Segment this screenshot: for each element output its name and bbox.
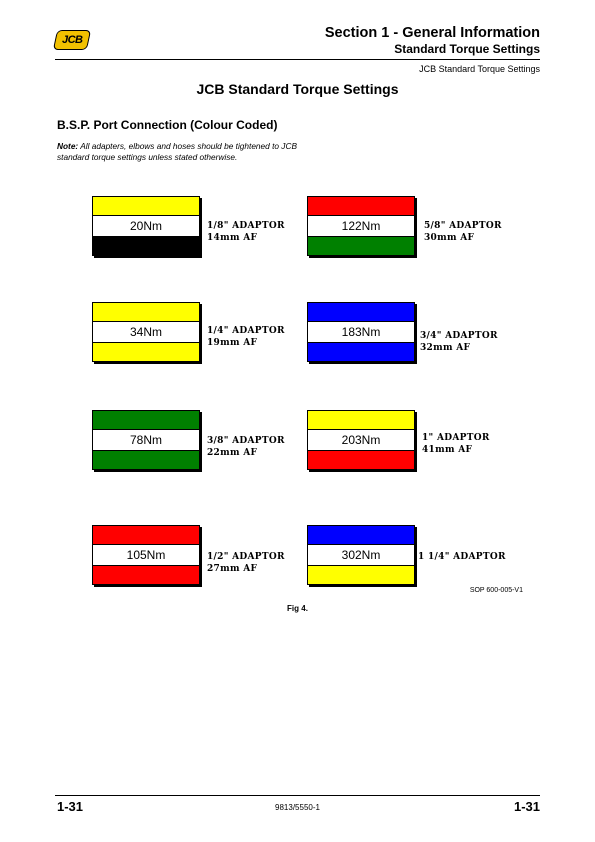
torque-value: 34Nm: [93, 321, 199, 343]
torque-value: 122Nm: [308, 215, 414, 237]
torque-value: 20Nm: [93, 215, 199, 237]
sub-heading: B.S.P. Port Connection (Colour Coded): [57, 118, 278, 132]
colour-band-top: [308, 197, 414, 215]
adaptor-size: 1/2" ADAPTOR: [207, 552, 285, 562]
note-label: Note:: [57, 141, 79, 151]
torque-swatch-1-8: [92, 196, 200, 256]
adaptor-label: [418, 551, 518, 563]
adaptor-size: 1/4" ADAPTOR: [207, 326, 285, 336]
adaptor-label: [207, 435, 307, 459]
page-number-right: 1-31: [513, 799, 540, 814]
section-subtitle: Standard Torque Settings: [394, 42, 540, 56]
adaptor-label: [420, 330, 520, 354]
torque-swatch-3-8: [92, 410, 200, 470]
colour-band-top: [93, 303, 199, 321]
colour-band-bottom: [308, 566, 414, 584]
colour-band-bottom: [93, 343, 199, 361]
torque-swatch-5-8: [307, 196, 415, 256]
torque-swatch-1-2: [92, 525, 200, 585]
colour-band-bottom: [93, 451, 199, 469]
colour-band-bottom: [308, 343, 414, 361]
adaptor-af: 30mm AF: [424, 233, 475, 243]
note-text: All adapters, elbows and hoses should be tightened to JCB standard torque settings unless stated otherwise.: [57, 141, 297, 162]
figure-reference: SOP 600-005-V1: [469, 587, 523, 594]
colour-band-top: [308, 526, 414, 544]
note: [57, 141, 317, 163]
adaptor-label: [422, 432, 522, 456]
colour-band-top: [308, 411, 414, 429]
document-number: 9813/5550-1: [275, 803, 320, 812]
colour-band-top: [93, 411, 199, 429]
adaptor-label: [207, 325, 307, 349]
torque-swatch-1: [307, 410, 415, 470]
adaptor-af: 41mm AF: [422, 445, 473, 455]
jcb-logo: [53, 30, 91, 50]
torque-swatch-1-1-4: [307, 525, 415, 585]
page-title: JCB Standard Torque Settings: [196, 81, 399, 97]
adaptor-size: 1" ADAPTOR: [422, 433, 490, 443]
section-title: Section 1 - General Information: [324, 25, 540, 41]
adaptor-af: 22mm AF: [207, 448, 258, 458]
adaptor-af: 32mm AF: [420, 343, 471, 353]
footer-rule: [55, 795, 540, 796]
torque-value: 203Nm: [308, 429, 414, 451]
torque-value: 78Nm: [93, 429, 199, 451]
torque-value: 302Nm: [308, 544, 414, 566]
colour-band-top: [93, 197, 199, 215]
adaptor-af: 19mm AF: [207, 338, 258, 348]
header-rule: [55, 59, 540, 60]
torque-swatch-1-4: [92, 302, 200, 362]
adaptor-label: [207, 220, 307, 244]
adaptor-size: 3/8" ADAPTOR: [207, 436, 285, 446]
colour-band-bottom: [93, 237, 199, 255]
adaptor-size: 1/8" ADAPTOR: [207, 221, 285, 231]
colour-band-bottom: [308, 451, 414, 469]
torque-value: 183Nm: [308, 321, 414, 343]
colour-band-top: [308, 303, 414, 321]
torque-value: 105Nm: [93, 544, 199, 566]
adaptor-af: 27mm AF: [207, 564, 258, 574]
adaptor-size: 3/4" ADAPTOR: [420, 331, 498, 341]
adaptor-size: 1 1/4" ADAPTOR: [418, 552, 506, 562]
colour-band-bottom: [93, 566, 199, 584]
page-number-left: 1-31: [57, 799, 84, 814]
adaptor-size: 5/8" ADAPTOR: [424, 221, 502, 231]
figure-caption: Fig 4.: [287, 604, 308, 613]
running-header: JCB Standard Torque Settings: [419, 64, 540, 74]
adaptor-label: [424, 220, 524, 244]
logo-text: JCB: [61, 34, 83, 46]
adaptor-af: 14mm AF: [207, 233, 258, 243]
torque-swatch-3-4: [307, 302, 415, 362]
colour-band-top: [93, 526, 199, 544]
adaptor-label: [207, 551, 307, 575]
colour-band-bottom: [308, 237, 414, 255]
